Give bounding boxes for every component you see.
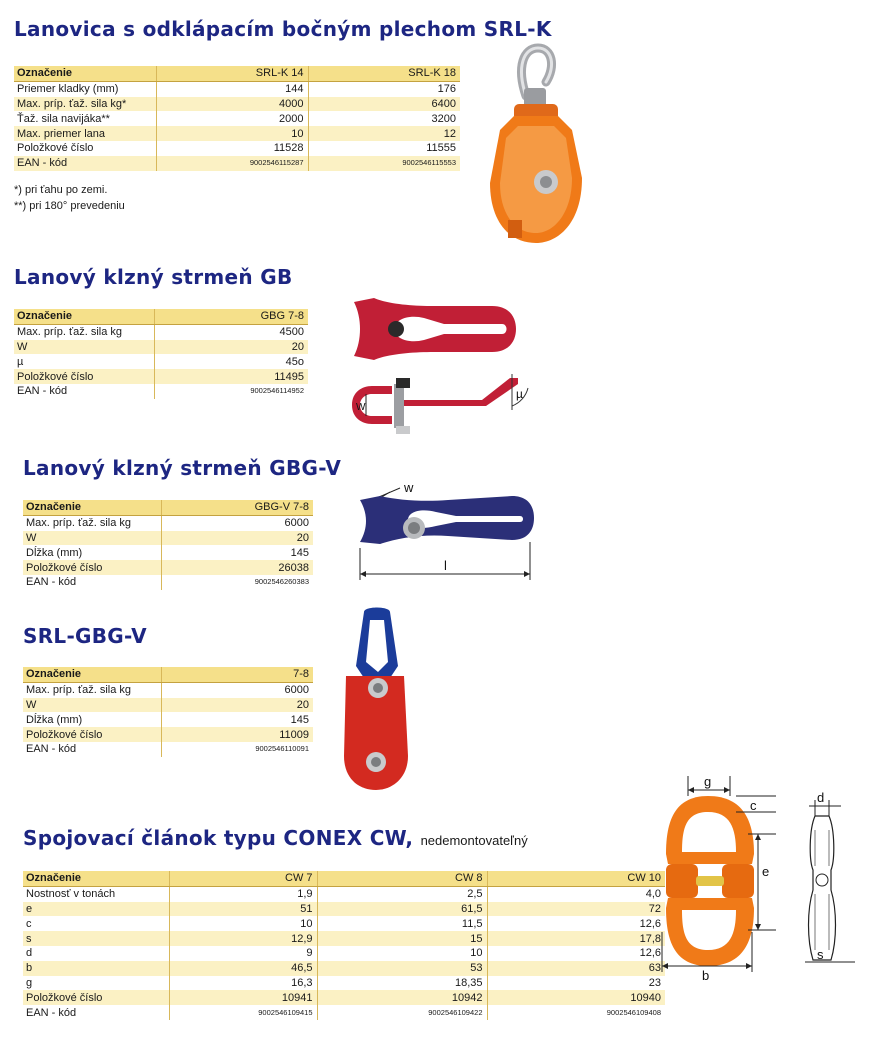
- table-cell: Označenie: [23, 871, 169, 886]
- table-cell: SRL-K 14: [156, 66, 308, 81]
- table-cell: Položkové číslo: [23, 990, 169, 1005]
- table-cell: 61,5: [317, 902, 487, 917]
- table-cell: Dĺžka (mm): [26, 546, 83, 559]
- table-row: [23, 531, 313, 546]
- table-row: [14, 156, 460, 171]
- table-cell: 9002546109415: [169, 1005, 317, 1020]
- spec-table-srl-k: [14, 66, 460, 171]
- table-row: [23, 1005, 665, 1020]
- table-row: [23, 976, 665, 991]
- table-cell: 45o: [154, 354, 308, 369]
- gb-shackle-side-image: [342, 370, 542, 436]
- table-cell: 4,0: [487, 886, 665, 901]
- table-cell: 7-8: [161, 667, 313, 682]
- table-row: [23, 886, 665, 901]
- srl-gbg-v-pulley-image: [342, 606, 412, 792]
- table-row: [14, 81, 460, 96]
- section-title-srl-gbg-v: SRL-GBG-V: [23, 624, 147, 648]
- dim-mu-label: µ: [516, 387, 523, 401]
- table-cell: 11495: [154, 369, 308, 384]
- table-cell: 9002546110091: [161, 742, 313, 757]
- table-cell: 3200: [308, 111, 460, 126]
- table-cell: e: [23, 902, 169, 917]
- table-cell: CW 10: [487, 871, 665, 886]
- table-cell: Dĺžka (mm): [26, 713, 83, 726]
- table-row: [14, 354, 308, 369]
- table-cell: 4000: [156, 97, 308, 112]
- table-row: [14, 340, 308, 355]
- table-row: [14, 126, 460, 141]
- table-cell: SRL-K 18: [308, 66, 460, 81]
- table-row: [14, 141, 460, 156]
- table-cell: EAN - kód: [26, 1006, 77, 1019]
- table-row: [23, 575, 313, 590]
- table-cell: 6400: [308, 97, 460, 112]
- table-header-row: [23, 667, 313, 682]
- table-cell: 2,5: [317, 886, 487, 901]
- table-cell: 11,5: [317, 916, 487, 931]
- table-cell: 10941: [169, 990, 317, 1005]
- table-cell: GBG-V 7-8: [161, 500, 313, 515]
- table-cell: 9002546109422: [317, 1005, 487, 1020]
- table-cell: Označenie: [14, 66, 156, 81]
- table-cell: 6000: [161, 515, 313, 530]
- table-row: [14, 97, 460, 112]
- footnote: *) pri ťahu po zemi.: [14, 184, 108, 196]
- table-cell: 15: [317, 931, 487, 946]
- table-cell: CW 8: [317, 871, 487, 886]
- table-row: [14, 369, 308, 384]
- table-row: [23, 931, 665, 946]
- table-row: [23, 902, 665, 917]
- table-cell: b: [23, 961, 169, 976]
- table-cell: 2000: [156, 111, 308, 126]
- table-header-row: [23, 871, 665, 886]
- table-row: [23, 946, 665, 961]
- section-title-gb: Lanový klzný strmeň GB: [14, 265, 293, 289]
- table-cell: 51: [169, 902, 317, 917]
- table-cell: 4500: [154, 324, 308, 339]
- section-title-text: Spojovací článok typu CONEX CW,: [23, 826, 414, 850]
- table-cell: Označenie: [23, 667, 161, 682]
- dim-e-label: e: [762, 864, 770, 879]
- table-cell: Označenie: [14, 309, 154, 324]
- table-cell: 10: [156, 126, 308, 141]
- table-header-row: [14, 66, 460, 81]
- table-cell: 10: [169, 916, 317, 931]
- dim-g-label: g: [704, 774, 712, 789]
- table-row: [23, 560, 313, 575]
- table-cell: 12,6: [487, 916, 665, 931]
- table-header-row: [23, 500, 313, 515]
- table-cell: 9002546115287: [156, 156, 308, 171]
- snatch-block-pulley-image: [486, 38, 586, 248]
- table-cell: 12,6: [487, 946, 665, 961]
- table-cell: 10940: [487, 990, 665, 1005]
- table-cell: 12: [308, 126, 460, 141]
- table-row: [23, 961, 665, 976]
- table-cell: 18,35: [317, 976, 487, 991]
- table-header-row: [14, 309, 308, 324]
- table-cell: 145: [161, 545, 313, 560]
- table-row: [14, 324, 308, 339]
- gb-shackle-top-image: [352, 296, 517, 362]
- table-cell: s: [23, 931, 169, 946]
- dim-c-label: c: [750, 798, 757, 813]
- dim-l-label: l: [444, 558, 447, 573]
- footnote: **) pri 180° prevedeniu: [14, 200, 125, 212]
- table-cell: Ťaž. sila navijáka**: [17, 112, 110, 125]
- dim-s-label: s: [817, 947, 824, 962]
- table-cell: 11009: [161, 727, 313, 742]
- section-title-srl-k: Lanovica s odklápacím bočným plechom SRL-K: [14, 17, 552, 41]
- table-row: [23, 515, 313, 530]
- table-row: [14, 384, 308, 399]
- table-cell: 176: [308, 81, 460, 96]
- table-cell: 145: [161, 712, 313, 727]
- table-cell: Max. príp. ťaž. sila kg: [26, 684, 131, 697]
- table-cell: W: [23, 698, 161, 713]
- table-cell: 1,9: [169, 886, 317, 901]
- spec-table-conex-cw: [23, 871, 665, 1020]
- table-cell: 11528: [156, 141, 308, 156]
- table-cell: Priemer kladky (mm): [17, 83, 119, 96]
- table-row: [23, 698, 313, 713]
- table-cell: Položkové číslo: [23, 727, 161, 742]
- dim-d-label: d: [817, 790, 825, 805]
- table-cell: c: [26, 917, 32, 930]
- table-cell: µ: [17, 355, 24, 368]
- table-cell: W: [23, 531, 161, 546]
- table-cell: 53: [317, 961, 487, 976]
- table-cell: 20: [161, 531, 313, 546]
- table-cell: 17,8: [487, 931, 665, 946]
- section-subtitle: nedemontovateľný: [420, 833, 528, 848]
- spec-table-gb: [14, 309, 308, 399]
- table-cell: 6000: [161, 682, 313, 697]
- spec-table-gbg-v: [23, 500, 313, 590]
- table-cell: Max. priemer lana: [14, 126, 156, 141]
- table-row: [23, 990, 665, 1005]
- table-cell: 9002546260383: [161, 575, 313, 590]
- dim-w-label: W: [356, 402, 366, 413]
- section-title-conex-cw: [23, 826, 528, 850]
- table-cell: GBG 7-8: [154, 309, 308, 324]
- table-cell: 12,9: [169, 931, 317, 946]
- table-row: [23, 712, 313, 727]
- spec-table-srl-gbg-v: [23, 667, 313, 757]
- table-cell: Položkové číslo: [17, 142, 94, 155]
- table-cell: Max. príp. ťaž. sila kg*: [14, 97, 156, 112]
- section-title-gbg-v: Lanový klzný strmeň GBG-V: [23, 456, 342, 480]
- table-cell: 9002546114952: [154, 384, 308, 399]
- table-cell: g: [26, 976, 33, 989]
- table-row: [23, 742, 313, 757]
- footnotes: [14, 182, 125, 214]
- table-cell: d: [26, 947, 33, 960]
- table-cell: 23: [487, 976, 665, 991]
- table-cell: 9002546115553: [308, 156, 460, 171]
- table-cell: W: [14, 340, 154, 355]
- table-row: [23, 545, 313, 560]
- table-cell: 9002546109408: [487, 1005, 665, 1020]
- table-cell: EAN - kód: [14, 156, 156, 171]
- table-cell: Max. príp. ťaž. sila kg: [26, 517, 131, 530]
- conex-link-side-image: [785, 790, 865, 970]
- table-cell: 9: [169, 946, 317, 961]
- gbg-v-shackle-image: [352, 478, 537, 582]
- table-cell: EAN - kód: [17, 385, 68, 398]
- table-cell: 20: [161, 698, 313, 713]
- table-cell: EAN - kód: [26, 743, 77, 756]
- table-cell: 10942: [317, 990, 487, 1005]
- table-cell: 16,3: [169, 976, 317, 991]
- table-cell: 72: [487, 902, 665, 917]
- table-cell: 46,5: [169, 961, 317, 976]
- table-row: [23, 727, 313, 742]
- table-row: [23, 916, 665, 931]
- table-cell: 26038: [161, 560, 313, 575]
- dim-b-label: b: [702, 968, 710, 983]
- table-cell: 20: [154, 340, 308, 355]
- conex-link-front-image: [652, 772, 777, 982]
- table-cell: CW 7: [169, 871, 317, 886]
- table-cell: Položkové číslo: [23, 560, 161, 575]
- table-cell: 63: [487, 961, 665, 976]
- table-row: [23, 682, 313, 697]
- table-cell: 11555: [308, 141, 460, 156]
- table-cell: 144: [156, 81, 308, 96]
- table-cell: Max. príp. ťaž. sila kg: [17, 326, 122, 339]
- table-cell: Označenie: [23, 500, 161, 515]
- table-cell: 10: [317, 946, 487, 961]
- table-row: [14, 111, 460, 126]
- table-cell: EAN - kód: [26, 576, 77, 589]
- table-cell: Položkové číslo: [14, 369, 154, 384]
- dim-w-label: w: [404, 480, 414, 495]
- table-cell: Nostnosť v tonách: [26, 888, 116, 901]
